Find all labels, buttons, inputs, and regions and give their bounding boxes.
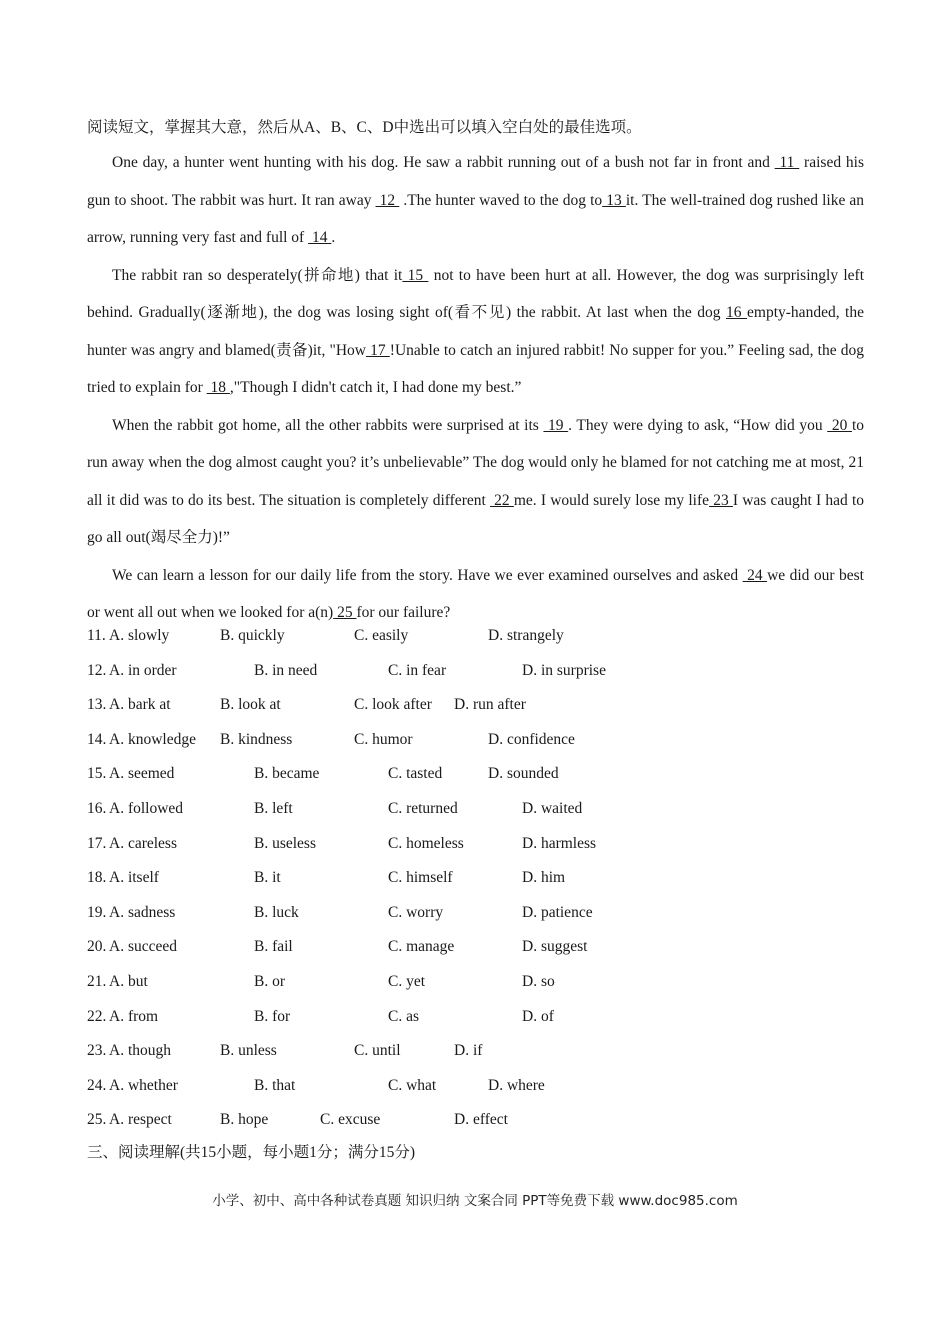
- option-b: B. that: [254, 1076, 296, 1094]
- option-d: D. confidence: [488, 730, 575, 748]
- option-c: C. look after: [354, 696, 432, 714]
- text: I was caught I had to go all out(竭尽全力)!”: [87, 491, 865, 546]
- option-d: D. waited: [522, 799, 583, 817]
- option-d: D. sounded: [488, 765, 559, 783]
- option-c: C. excuse: [320, 1111, 381, 1129]
- text: The rabbit ran so desperately(拼命地) that it: [112, 266, 403, 284]
- option-row-13: [87, 688, 787, 723]
- blank-11: 11: [774, 154, 800, 171]
- option-a: A. bark at: [109, 696, 171, 714]
- option-b: B. hope: [220, 1111, 269, 1129]
- option-c: C. humor: [354, 730, 413, 748]
- blank-20: 20: [827, 416, 852, 434]
- paragraph-1: [87, 144, 864, 257]
- option-b: B. left: [254, 799, 293, 817]
- option-d: D. so: [522, 972, 555, 990]
- option-row-19: [87, 896, 787, 931]
- option-b: B. unless: [220, 1042, 277, 1060]
- question-number: 15.: [87, 765, 107, 783]
- option-a: A. sadness: [109, 903, 176, 921]
- text: me. I would surely lose my life: [513, 491, 710, 509]
- blank-14: 14: [308, 229, 332, 246]
- option-c: C. homeless: [388, 834, 464, 852]
- option-c: C. in fear: [388, 661, 447, 679]
- question-number: 19.: [87, 903, 107, 921]
- option-row-21: [87, 965, 787, 1000]
- question-number: 11.: [87, 627, 106, 644]
- text: .: [331, 229, 336, 246]
- option-b: B. or: [254, 972, 285, 990]
- option-row-24: [87, 1069, 787, 1104]
- option-a: A. succeed: [109, 938, 177, 956]
- question-number: 18.: [87, 869, 107, 887]
- option-a: A. from: [109, 1007, 159, 1025]
- blank-16: 16: [726, 304, 748, 321]
- text: One day, a hunter went hunting with his dog. He saw a rabbit running out of a bush not far in front and: [112, 154, 775, 171]
- blank-23: 23: [709, 491, 733, 509]
- option-c: C. returned: [388, 799, 458, 817]
- blank-17: 17: [365, 341, 390, 359]
- option-row-14: [87, 723, 787, 758]
- section-heading: 三、阅读理解(共15小题，每小题1分；满分15分): [87, 1144, 416, 1161]
- option-row-12: [87, 654, 787, 689]
- option-row-11: [87, 619, 787, 654]
- question-number: 25.: [87, 1111, 107, 1129]
- paragraph-3: [87, 407, 864, 557]
- option-c: C. as: [388, 1007, 419, 1025]
- option-c: C. manage: [388, 938, 455, 956]
- option-a: A. but: [109, 972, 148, 990]
- blank-12: 12: [375, 191, 400, 209]
- text: When the rabbit got home, all the other rabbits were surprised at its: [112, 416, 544, 434]
- option-b: B. quickly: [220, 627, 285, 644]
- text: it. The well-trained dog rushed like an arrow, running very fast and full of: [87, 191, 865, 246]
- option-d: D. effect: [454, 1111, 508, 1129]
- option-b: B. useless: [254, 834, 316, 852]
- question-number: 14.: [87, 730, 107, 748]
- blank-25: 25: [333, 604, 357, 621]
- question-number: 17.: [87, 834, 107, 852]
- option-c: C. easily: [354, 627, 409, 644]
- blank-13: 13: [602, 191, 626, 209]
- text: raised his gun to shoot. The rabbit was hurt. It ran away: [87, 154, 864, 209]
- text: we did our best or went all out when we looked for a(n): [87, 566, 864, 621]
- question-number: 20.: [87, 938, 107, 956]
- option-d: D. run after: [454, 696, 526, 714]
- text: ,"Though I didn't catch it, I had done my best.”: [229, 379, 522, 396]
- option-a: A. knowledge: [109, 730, 196, 748]
- option-d: D. suggest: [522, 938, 588, 956]
- question-number: 13.: [87, 696, 107, 714]
- question-number: 23.: [87, 1042, 107, 1060]
- blank-19: 19: [543, 416, 569, 434]
- option-b: B. in need: [254, 661, 318, 679]
- option-d: D. in surprise: [522, 661, 606, 679]
- option-row-23: [87, 1034, 787, 1069]
- option-d: D. of: [522, 1007, 554, 1025]
- blank-18: 18: [206, 379, 230, 396]
- option-a: A. slowly: [109, 627, 170, 644]
- text: .The hunter waved to the dog to: [399, 191, 603, 209]
- question-number: 22.: [87, 1007, 107, 1025]
- option-row-18: [87, 861, 787, 896]
- option-row-20: [87, 930, 787, 965]
- option-a: A. followed: [109, 799, 184, 817]
- option-c: C. yet: [388, 972, 426, 990]
- option-d: D. strangely: [488, 627, 564, 644]
- text: . They were dying to ask, “How did you: [568, 416, 828, 434]
- option-row-15: [87, 757, 787, 792]
- option-c: C. tasted: [388, 765, 443, 783]
- option-b: B. kindness: [220, 730, 293, 748]
- footer-watermark: 小学、初中、高中各种试卷真题 知识归纳 文案合同 PPT等免费下载 www.doc985.com: [212, 1193, 738, 1209]
- option-d: D. if: [454, 1042, 483, 1060]
- option-a: A. though: [109, 1042, 171, 1060]
- text: for our failure?: [356, 604, 451, 621]
- option-b: B. fail: [254, 938, 293, 956]
- option-row-22: [87, 1000, 787, 1035]
- option-d: D. him: [522, 869, 566, 887]
- option-d: D. harmless: [522, 834, 597, 852]
- cloze-passage: [87, 144, 864, 632]
- option-c: C. until: [354, 1042, 401, 1060]
- option-c: C. what: [388, 1076, 437, 1094]
- text: !Unable to catch an injured rabbit! No supper for you.” Feeling sad, the dog tried to explain for: [87, 341, 864, 396]
- option-a: A. in order: [109, 661, 177, 679]
- option-list: [87, 619, 787, 1138]
- question-number: 21.: [87, 972, 107, 990]
- blank-15: 15: [402, 266, 429, 284]
- option-a: A. seemed: [109, 765, 175, 783]
- option-c: C. worry: [388, 903, 444, 921]
- option-b: B. luck: [254, 903, 299, 921]
- question-number: 24.: [87, 1076, 107, 1094]
- option-row-17: [87, 827, 787, 862]
- question-number: 16.: [87, 799, 107, 817]
- text: not to have been hurt at all. However, the dog was surprisingly left behind. Gradually(逐渐地), the dog was losing sight of(看不见) the rabbit. At last when the dog: [87, 266, 864, 321]
- option-b: B. it: [254, 869, 281, 887]
- option-row-16: [87, 792, 787, 827]
- option-a: A. whether: [109, 1076, 178, 1094]
- paragraph-2: [87, 257, 864, 407]
- option-a: A. respect: [109, 1111, 172, 1129]
- option-c: C. himself: [388, 869, 453, 887]
- option-b: B. look at: [220, 696, 281, 714]
- blank-24: 24: [742, 566, 768, 584]
- option-d: D. patience: [522, 903, 593, 921]
- option-b: B. for: [254, 1007, 291, 1025]
- option-b: B. became: [254, 765, 320, 783]
- option-a: A. itself: [109, 869, 159, 887]
- option-a: A. careless: [109, 834, 177, 852]
- text: empty-handed, the hunter was angry and blamed(责备)it, "How: [87, 304, 864, 359]
- instruction: 阅读短文，掌握其大意，然后从A、B、C、D中选出可以填入空白处的最佳选项。: [87, 119, 642, 136]
- blank-22: 22: [489, 491, 514, 509]
- question-number: 12.: [87, 661, 107, 679]
- option-row-25: [87, 1103, 787, 1138]
- text: We can learn a lesson for our daily life from the story. Have we ever examined ourselves and asked: [112, 566, 743, 584]
- option-d: D. where: [488, 1076, 545, 1094]
- text: to run away when the dog almost caught you? it’s unbelievable” The dog would only he blamed for not catching me at most, 21 all it did was to do its best. The situation is completely different: [87, 416, 865, 509]
